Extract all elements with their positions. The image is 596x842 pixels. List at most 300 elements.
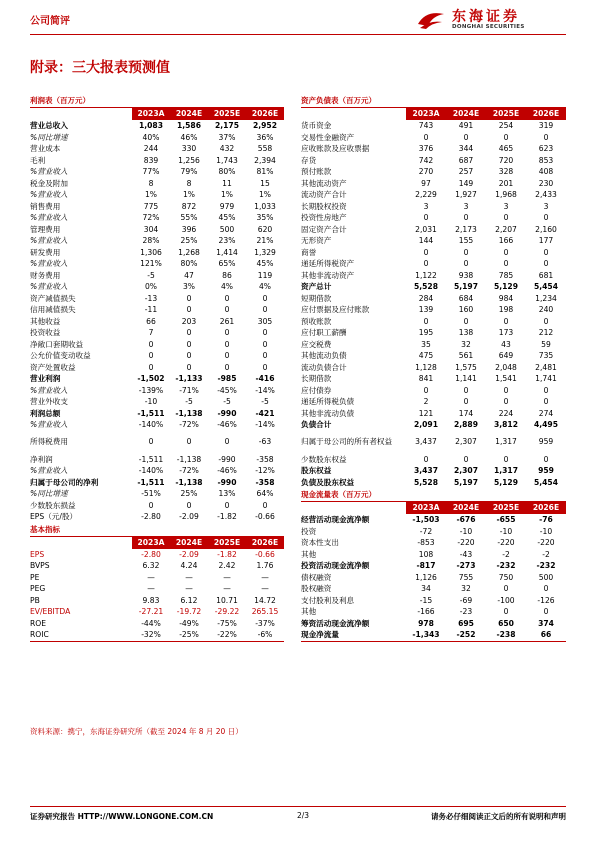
row-value: 2,048 (495, 362, 517, 372)
table-row (301, 281, 566, 293)
table-row (301, 155, 566, 167)
row-value: -25% (179, 630, 199, 639)
cashflow-table-title: 现金流量表（百万元） (301, 489, 566, 502)
row-value: -2.09 (179, 549, 199, 559)
row-value: 0 (148, 339, 154, 349)
income-table-title: 利润表（百万元） (30, 95, 284, 108)
row-value: -14% (255, 420, 275, 429)
row-value: 0 (543, 454, 549, 464)
row-value: 0 (463, 132, 469, 142)
row-value: 138 (458, 328, 474, 337)
row-value: 284 (418, 293, 434, 303)
row-value: — (185, 584, 193, 593)
row-label: 预收账款 (301, 316, 332, 326)
row-value: -5 (147, 270, 155, 280)
row-value: -46% (217, 466, 237, 475)
row-value: 376 (418, 144, 434, 153)
table-row (30, 454, 284, 466)
row-value: 344 (458, 144, 474, 153)
row-value: 0 (224, 362, 230, 372)
row-label: 交易性金融资产 (301, 132, 355, 142)
row-value: -32% (141, 630, 161, 639)
row-label: %同比增速 (30, 489, 68, 498)
table-row (301, 583, 566, 595)
row-label: 所得税费用 (30, 437, 68, 447)
row-value: 735 (538, 351, 554, 360)
row-value: 80% (180, 259, 198, 268)
row-value: -0.66 (255, 549, 275, 559)
row-label: 资本性支出 (301, 538, 339, 547)
row-value: 1,586 (176, 121, 202, 130)
row-value: 97 (421, 178, 431, 188)
row-value: 0 (262, 339, 268, 349)
table-row (30, 120, 284, 132)
row-value: 47 (184, 270, 194, 280)
row-label: 净利润 (30, 454, 53, 464)
row-value: 0 (186, 362, 192, 372)
row-value: 1,234 (535, 293, 557, 303)
table-row (301, 189, 566, 201)
source-note: 资料来源：携宁，东海证券研究所（截至 2024 年 8 月 20 日） (30, 727, 243, 736)
table-row (30, 431, 284, 454)
row-value: 2.42 (218, 561, 236, 570)
row-value: 1,033 (254, 201, 276, 211)
row-value: 2,307 (455, 437, 477, 447)
row-value: 1,968 (495, 190, 517, 199)
row-value: 475 (418, 351, 434, 360)
row-label: 商誉 (301, 247, 317, 257)
row-value: 396 (181, 224, 197, 234)
row-label: 营业成本 (30, 144, 61, 153)
table-header-row (30, 108, 284, 120)
column-header: 2026E (526, 502, 566, 514)
income-table (30, 108, 284, 523)
row-value: 0 (463, 397, 469, 406)
row-value: 408 (538, 167, 554, 176)
row-label: 长期股权投资 (301, 201, 347, 211)
row-value: 1% (182, 190, 196, 199)
row-value: 432 (219, 144, 235, 153)
row-value: 1,927 (455, 190, 477, 199)
row-label: 税金及附加 (30, 178, 68, 188)
table-row (30, 224, 284, 236)
row-value: 319 (538, 121, 554, 130)
row-value: 959 (538, 437, 554, 447)
row-value: — (147, 572, 155, 582)
row-value: -139% (138, 385, 164, 395)
row-value: 1,414 (216, 247, 238, 257)
table-row (301, 270, 566, 282)
row-value: 500 (219, 224, 235, 234)
row-value: — (223, 584, 231, 593)
row-value: 0 (503, 259, 509, 268)
table-row (30, 132, 284, 144)
row-value: -166 (417, 607, 435, 616)
row-value: 979 (219, 201, 235, 211)
table-row (301, 212, 566, 224)
row-value: 959 (538, 466, 554, 475)
row-value: -5 (185, 397, 193, 406)
row-value: 0 (503, 385, 509, 395)
table-row (301, 120, 566, 132)
table-row (30, 629, 284, 641)
table-header-row (301, 502, 566, 514)
table-row (301, 454, 566, 466)
table-row (30, 155, 284, 167)
row-value: 5,454 (533, 282, 559, 291)
row-value: 66 (540, 630, 552, 639)
column-header: 2025E (208, 537, 246, 549)
row-value: 0 (463, 259, 469, 268)
row-value: 64% (256, 489, 274, 498)
row-value: 1,541 (495, 374, 517, 383)
row-value: -1,511 (137, 477, 165, 487)
table-row (301, 537, 566, 549)
row-value: 6.32 (142, 561, 160, 570)
table-row (301, 385, 566, 397)
table-row (301, 629, 566, 641)
row-value: 0 (423, 316, 429, 326)
row-value: -358 (256, 454, 274, 464)
column-header: 2023A (132, 108, 170, 120)
row-value: -232 (496, 561, 516, 570)
row-value: 80% (218, 167, 236, 176)
row-value: 0 (224, 351, 230, 360)
row-value: 0 (503, 316, 509, 326)
row-value: -75% (217, 618, 237, 628)
row-value: 35 (421, 339, 431, 349)
row-label: 资产减值损失 (30, 293, 76, 303)
row-value: 7 (148, 328, 154, 337)
row-value: 46% (180, 132, 198, 142)
table-row (30, 572, 284, 584)
row-value: 270 (418, 167, 434, 176)
row-value: 0 (148, 437, 154, 447)
row-value: -232 (536, 561, 556, 570)
row-value: 3 (543, 201, 549, 211)
row-value: 8 (186, 178, 192, 188)
row-value: -853 (417, 538, 435, 547)
row-value: -5 (223, 397, 231, 406)
table-row (30, 178, 284, 190)
row-value: 1% (144, 190, 158, 199)
row-value: 0 (543, 385, 549, 395)
row-value: 2,394 (254, 155, 276, 165)
row-value: 2,160 (535, 224, 557, 234)
row-value: 25% (180, 236, 198, 245)
row-value: -1,343 (412, 630, 440, 639)
row-value: -273 (456, 561, 476, 570)
table-row (30, 583, 284, 595)
row-value: -358 (255, 477, 275, 487)
row-value: 1% (220, 190, 234, 199)
row-value: 224 (498, 408, 514, 418)
row-value: — (261, 572, 269, 582)
row-label: 应付票据及应付账款 (301, 305, 370, 314)
row-value: 1,256 (178, 155, 200, 165)
row-value: 649 (498, 351, 514, 360)
row-value: -1,511 (137, 408, 165, 418)
row-value: 2,207 (495, 224, 517, 234)
row-value: 853 (538, 155, 554, 165)
row-value: 0 (463, 454, 469, 464)
row-value: 0 (262, 293, 268, 303)
table-row (30, 373, 284, 385)
row-label: 投资 (301, 526, 317, 536)
row-value: 21% (256, 236, 274, 245)
table-row (30, 327, 284, 339)
row-value: 3 (423, 201, 429, 211)
row-value: 155 (458, 236, 474, 245)
row-value: 35% (256, 213, 274, 222)
row-value: 244 (143, 144, 159, 153)
row-value: -6% (257, 630, 273, 639)
row-value: 750 (498, 572, 514, 582)
row-label: 筹资活动现金流净额 (301, 618, 370, 628)
row-value: -817 (416, 561, 436, 570)
row-value: 1,317 (495, 437, 517, 447)
row-value: -985 (217, 374, 237, 383)
row-label: 递延所得税负债 (301, 397, 355, 406)
row-label: 固定资产合计 (301, 224, 347, 234)
row-value: 1,317 (493, 466, 519, 475)
balance-table (301, 108, 566, 488)
row-value: -72 (419, 526, 433, 536)
table-row (30, 385, 284, 397)
table-row (30, 549, 284, 561)
row-value: 201 (498, 178, 514, 188)
row-label: 归属于母公司的所有者权益 (301, 437, 393, 447)
row-value: 775 (143, 201, 159, 211)
row-value: 0 (503, 247, 509, 257)
row-label: %营业收入 (30, 190, 68, 199)
row-value: 2,307 (453, 466, 479, 475)
row-value: 1,083 (138, 121, 164, 130)
row-value: 177 (538, 236, 554, 245)
footer-left[interactable]: 证券研究报告 HTTP://WWW.LONGONE.COM.CN (30, 812, 214, 821)
row-value: 0 (224, 305, 230, 314)
row-value: -46% (217, 420, 237, 429)
row-value: 304 (143, 224, 159, 234)
row-value: 5,528 (413, 477, 439, 487)
row-value: -72% (179, 420, 199, 429)
table-header-row (30, 537, 284, 549)
table-row (30, 350, 284, 362)
row-value: 0 (224, 500, 230, 510)
row-label: 支付股利及利息 (301, 595, 355, 605)
row-value: -220 (497, 538, 515, 547)
table-row (301, 201, 566, 213)
row-label: 其他流动资产 (301, 178, 347, 188)
table-row (30, 281, 284, 293)
right-column (301, 95, 566, 642)
row-value: 2,952 (252, 121, 278, 130)
row-value: -10 (459, 526, 473, 536)
row-value: -69 (459, 595, 473, 605)
table-row (30, 247, 284, 259)
row-value: -2 (502, 549, 510, 559)
row-value: 330 (181, 144, 197, 153)
row-value: 72% (142, 213, 160, 222)
row-value: 55% (180, 213, 198, 222)
row-value: 0 (503, 213, 509, 222)
table-row (30, 606, 284, 618)
row-value: 0 (148, 362, 154, 372)
row-value: 0 (224, 437, 230, 447)
row-value: 0 (543, 397, 549, 406)
row-label: %营业收入 (30, 420, 68, 429)
table-row (30, 293, 284, 305)
row-value: 212 (538, 328, 554, 337)
table-row (30, 143, 284, 155)
row-value: 43 (501, 339, 511, 349)
row-value: 9.83 (142, 595, 160, 605)
row-label: 股东权益 (301, 466, 332, 475)
row-value: -1,502 (137, 374, 165, 383)
row-value: 0 (186, 305, 192, 314)
row-value: 687 (458, 155, 474, 165)
row-label: 营业利润 (30, 374, 61, 383)
row-value: 144 (418, 236, 434, 245)
table-row (301, 373, 566, 385)
row-value: — (261, 584, 269, 593)
cashflow-table (301, 502, 566, 642)
row-value: 4% (220, 282, 234, 291)
row-label: 信用减值损失 (30, 305, 76, 314)
row-value: -140% (138, 420, 164, 429)
page-number: 2/3 (297, 811, 310, 820)
row-value: 3,437 (415, 437, 437, 447)
row-value: 40% (142, 132, 160, 142)
row-value: 305 (257, 316, 273, 326)
row-value: -416 (255, 374, 275, 383)
table-row (301, 339, 566, 351)
row-value: 5,197 (453, 282, 479, 291)
row-label: 其他收益 (30, 316, 61, 326)
row-value: -2.80 (141, 512, 161, 521)
row-value: 261 (219, 316, 235, 326)
table-row (301, 465, 566, 477)
column-header: 2026E (246, 108, 284, 120)
row-value: 121 (418, 408, 434, 418)
row-value: 1,122 (415, 270, 437, 280)
row-value: 121% (140, 259, 162, 268)
row-value: 230 (538, 178, 554, 188)
header-blank-cell (301, 108, 406, 120)
row-value: 1% (258, 190, 272, 199)
row-value: -45% (217, 385, 237, 395)
row-value: 6.12 (180, 595, 198, 605)
row-value: 500 (538, 572, 554, 582)
row-value: 8 (148, 178, 154, 188)
row-value: 166 (498, 236, 514, 245)
row-value: -51% (141, 489, 161, 498)
row-value: -49% (179, 618, 199, 628)
row-value: -1,138 (175, 408, 203, 418)
row-value: 139 (418, 305, 434, 314)
row-label: %营业收入 (30, 282, 68, 291)
row-value: 265.15 (251, 607, 279, 616)
row-value: 695 (458, 618, 474, 628)
row-value: 623 (538, 144, 554, 153)
column-header: 2024E (170, 537, 208, 549)
column-header: 2026E (526, 108, 566, 120)
row-value: 5,528 (413, 282, 439, 291)
row-value: 0 (423, 247, 429, 257)
table-row (30, 488, 284, 500)
row-value: -29.22 (214, 607, 240, 616)
row-label: 存货 (301, 155, 317, 165)
row-value: 3,437 (413, 466, 439, 475)
header-tag: 公司简评 (30, 16, 70, 27)
row-value: -14% (255, 385, 275, 395)
row-value: 681 (538, 270, 554, 280)
row-value: 1,128 (415, 362, 437, 372)
table-row (301, 431, 566, 454)
row-value: 23% (218, 236, 236, 245)
row-label: 其他 (301, 549, 317, 559)
row-label: %营业收入 (30, 466, 68, 475)
row-value: -252 (456, 630, 476, 639)
header-rule (30, 34, 566, 35)
row-value: 1,575 (455, 362, 477, 372)
row-value: 0 (186, 351, 192, 360)
row-value: 4,495 (533, 420, 559, 429)
row-value: -43 (459, 549, 473, 559)
row-label: 资产总计 (301, 282, 332, 291)
row-value: 0 (224, 339, 230, 349)
table-row (30, 235, 284, 247)
row-label: 货币资金 (301, 121, 332, 130)
row-value: 1,126 (415, 572, 437, 582)
row-label: PEG (30, 584, 46, 593)
table-row (30, 511, 284, 523)
row-value: 3 (463, 201, 469, 211)
row-label: 无形资产 (301, 236, 332, 245)
column-header: 2024E (446, 108, 486, 120)
column-header: 2025E (486, 108, 526, 120)
row-value: 1,741 (535, 374, 557, 383)
table-row (301, 618, 566, 630)
row-label: EPS (30, 549, 45, 559)
row-value: 0 (186, 437, 192, 447)
table-row (30, 408, 284, 420)
row-value: — (185, 572, 193, 582)
row-value: -220 (537, 538, 555, 547)
row-value: 5,454 (533, 477, 559, 487)
row-label: 递延所得税资产 (301, 259, 355, 268)
row-value: 839 (143, 155, 159, 165)
column-header: 2026E (246, 537, 284, 549)
row-label: 财务费用 (30, 270, 61, 280)
row-value: 0 (186, 339, 192, 349)
row-value: -220 (457, 538, 475, 547)
row-label: 毛利 (30, 155, 46, 165)
row-label: 应交税费 (301, 339, 332, 349)
row-label: 长期借款 (301, 374, 332, 383)
row-value: 0 (186, 328, 192, 337)
table-row (30, 396, 284, 408)
row-value: 195 (418, 328, 434, 337)
row-label: 其他流动负债 (301, 351, 347, 360)
row-value: 108 (418, 549, 434, 559)
row-value: 28% (142, 236, 160, 245)
row-value: 785 (498, 270, 514, 280)
table-row (30, 595, 284, 607)
row-value: 174 (458, 408, 474, 418)
row-value: 841 (418, 374, 434, 383)
table-row (301, 408, 566, 420)
